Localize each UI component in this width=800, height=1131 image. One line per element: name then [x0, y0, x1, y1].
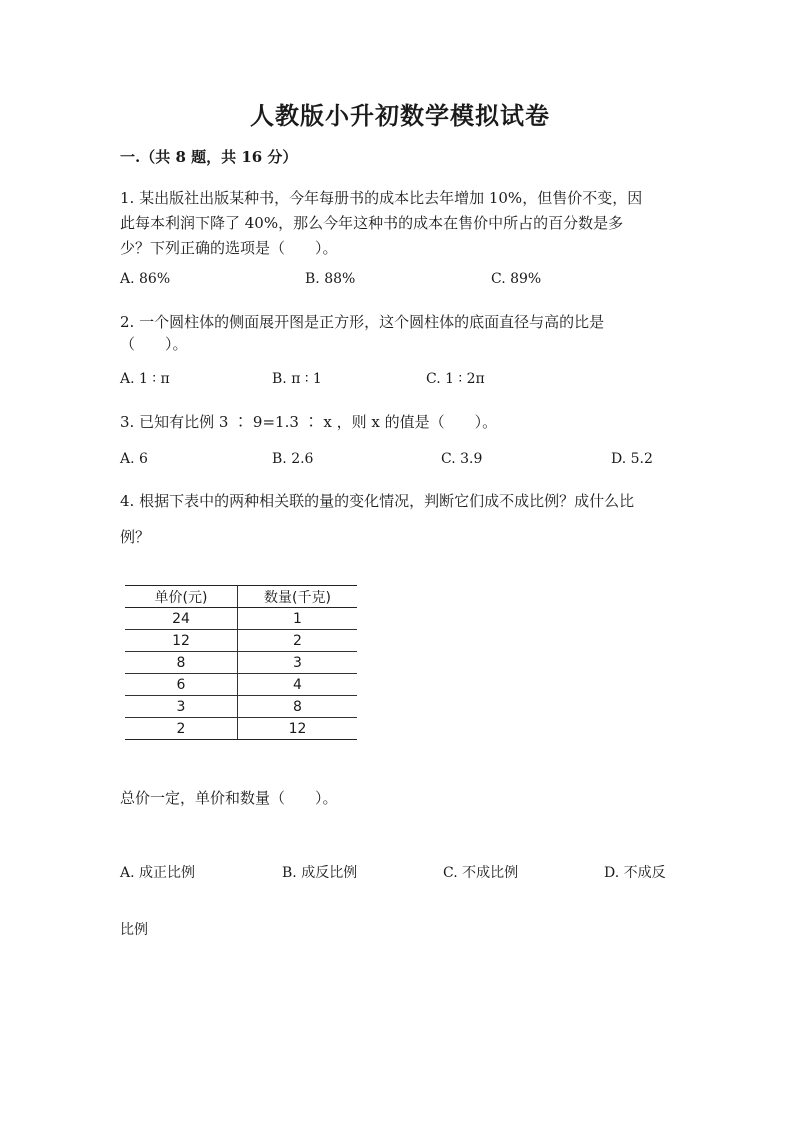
table-row: [125, 696, 357, 718]
table-header-cell: 数量(千克): [238, 586, 358, 608]
question-2-option-a: A. 1 ∶ π: [120, 371, 170, 387]
question-2-option-b: B. π ∶ 1: [272, 371, 322, 387]
table-cell: 24: [125, 608, 238, 630]
table-cell: 2: [125, 718, 238, 740]
price-quantity-table: [125, 585, 357, 740]
question-4-option-c: C. 不成比例: [443, 865, 519, 881]
table-cell: 3: [125, 696, 238, 718]
table-cell: 8: [125, 652, 238, 674]
question-4-option-b: B. 成反比例: [282, 865, 358, 881]
question-1-option-a: A. 86%: [120, 271, 171, 287]
table-header-cell: 单价(元): [125, 586, 238, 608]
section-heading: 一.（共 8 题，共 16 分）: [120, 148, 298, 166]
question-4-option-a: A. 成正比例: [120, 865, 196, 881]
question-1-line-1: 1. 某出版社出版某种书，今年每册书的成本比去年增加 10%，但售价不变，因: [120, 189, 643, 207]
question-3-option-b: B. 2.6: [272, 451, 314, 467]
table-row: [125, 652, 357, 674]
page-title: 人教版小升初数学模拟试卷: [250, 101, 550, 130]
question-4-line-1: 4. 根据下表中的两种相关联的量的变化情况，判断它们成不成比例？成什么比: [120, 492, 635, 510]
table-cell: 4: [238, 674, 358, 696]
question-1-option-c: C. 89%: [491, 271, 542, 287]
question-3-line-1: 3. 已知有比例 3 ∶ 9=1.3 ∶ x ，则 x 的值是（ ）。: [120, 413, 498, 431]
table-cell: 6: [125, 674, 238, 696]
question-3-option-d: D. 5.2: [611, 451, 653, 467]
table-row: [125, 608, 357, 630]
question-4-line-2: 例？: [120, 528, 151, 546]
question-1-line-3: 少？下列正确的选项是（ ）。: [120, 239, 338, 257]
question-4-option-d-wrap: 比例: [120, 922, 148, 938]
question-2-line-1: 2. 一个圆柱体的侧面展开图是正方形，这个圆柱体的底面直径与高的比是: [120, 313, 605, 331]
question-4-option-d: D. 不成反: [604, 865, 666, 881]
table-cell: 8: [238, 696, 358, 718]
table-header-row: [125, 586, 357, 608]
table-cell: 12: [238, 718, 358, 740]
table-cell: 2: [238, 630, 358, 652]
table-row: [125, 718, 357, 740]
question-1-option-b: B. 88%: [305, 271, 356, 287]
table-row: [125, 630, 357, 652]
table-cell: 3: [238, 652, 358, 674]
question-4-stem: 总价一定，单价和数量（ ）。: [120, 789, 338, 807]
question-1-line-2: 此每本利润下降了 40%，那么今年这种书的成本在售价中所占的百分数是多: [120, 214, 624, 232]
question-2-line-2: （ ）。: [120, 335, 188, 353]
question-3-option-a: A. 6: [120, 451, 148, 467]
question-2-option-c: C. 1 ∶ 2π: [426, 371, 485, 387]
table-row: [125, 674, 357, 696]
question-3-option-c: C. 3.9: [441, 451, 483, 467]
table-cell: 1: [238, 608, 358, 630]
table-cell: 12: [125, 630, 238, 652]
